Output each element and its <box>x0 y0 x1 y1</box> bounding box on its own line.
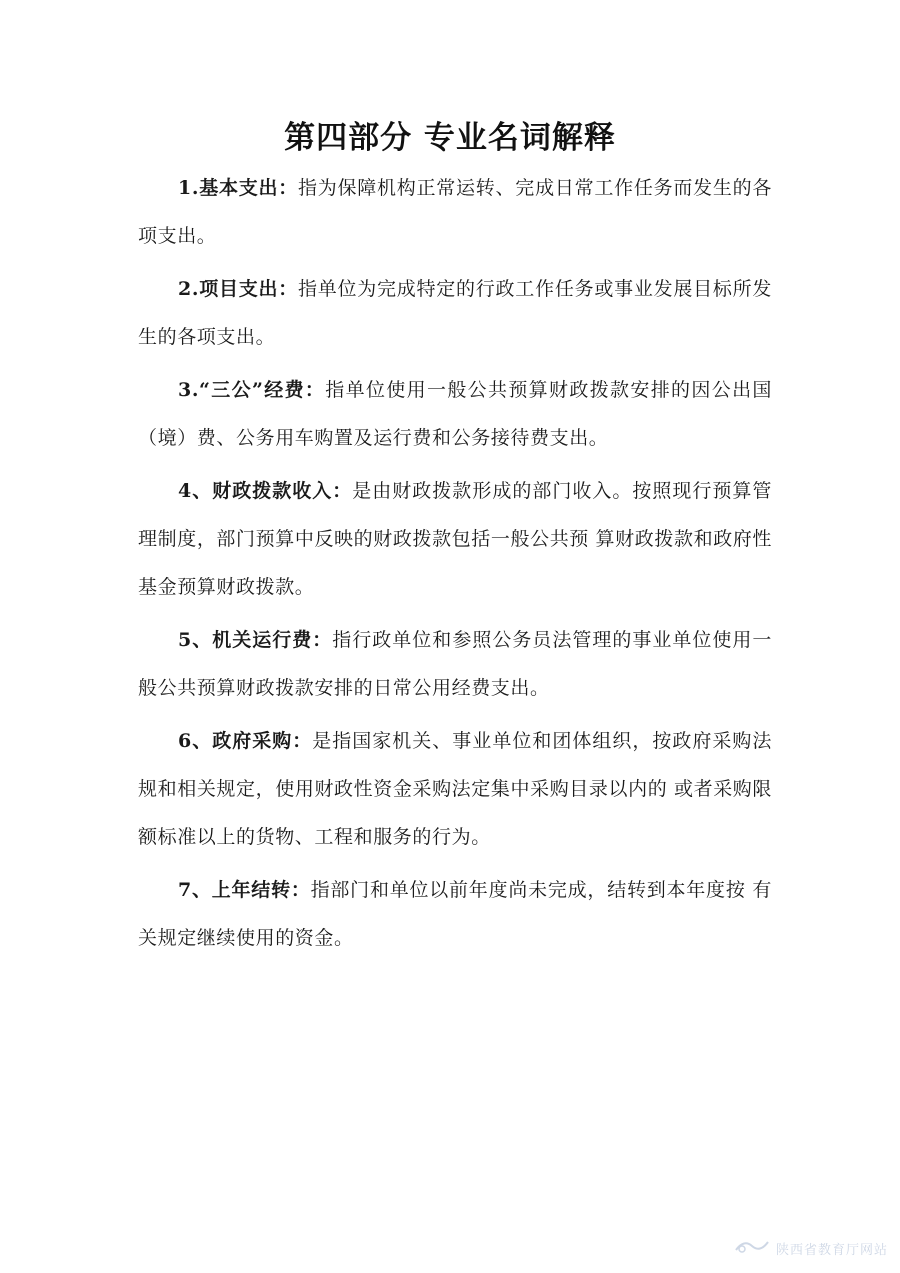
term-definition: 指部门和单位以前年度尚未完成，结转到本年度按 有关规定继续使用的资金。 <box>138 879 772 949</box>
term-item <box>138 467 772 611</box>
term-item <box>138 717 772 861</box>
term-label: 3.“三公”经费： <box>178 379 326 401</box>
term-label: 5、机关运行费： <box>178 629 333 651</box>
term-definition: 是指国家机关、事业单位和团体组织，按政府采购法规和相关规定，使用财政性资金采购法定集中采购目录以内的 或者采购限额标准以上的货物、工程和服务的行为。 <box>138 730 772 848</box>
term-label: 1.基本支出： <box>178 177 298 199</box>
watermark <box>732 1237 888 1259</box>
term-label: 2.项目支出： <box>178 278 298 300</box>
watermark-text: 陕西省教育厅网站 <box>775 1242 888 1258</box>
term-definition: 是由财政拨款形成的部门收入。按照现行预算管理制度，部门预算中反映的财政拨款包括一般公共预 算财政拨款和政府性基金预算财政拨款。 <box>138 480 772 598</box>
logo-icon <box>732 1237 772 1259</box>
page-title: 第四部分 专业名词解释 <box>284 120 616 156</box>
term-item <box>138 366 772 462</box>
term-item <box>138 616 772 712</box>
terms-list <box>138 164 772 967</box>
term-definition: 指单位为完成特定的行政工作任务或事业发展目标所发生的各项支出。 <box>138 278 772 348</box>
term-label: 7、上年结转： <box>178 879 311 901</box>
term-definition: 指为保障机构正常运转、完成日常工作任务而发生的各项支出。 <box>138 177 772 247</box>
term-item <box>138 866 772 962</box>
term-item <box>138 164 772 260</box>
term-label: 6、政府采购： <box>178 730 313 752</box>
term-item <box>138 265 772 361</box>
term-definition: 指行政单位和参照公务员法管理的事业单位使用一般公共预算财政拨款安排的日常公用经费支出。 <box>138 629 773 699</box>
term-definition: 指单位使用一般公共预算财政拨款安排的因公出国（境）费、公务用车购置及运行费和公务接待费支出。 <box>138 379 773 449</box>
term-label: 4、财政拨款收入： <box>178 480 353 502</box>
